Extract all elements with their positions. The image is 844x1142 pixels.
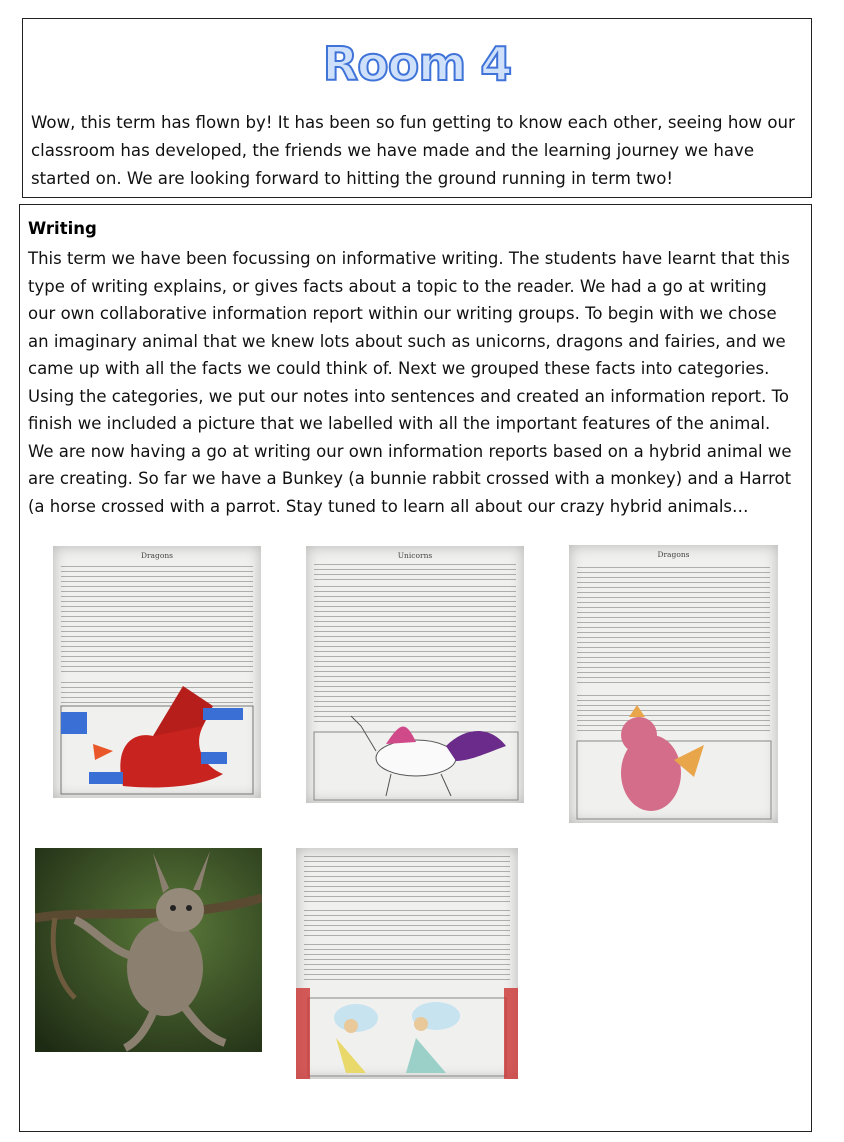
unicorn-report-photo	[306, 546, 524, 803]
unicorn-drawing	[306, 546, 524, 803]
cartoon-dragon-drawing	[569, 545, 778, 823]
intro-paragraph: Wow, this term has flown by! It has been so fun getting to know each other, seeing how our classroom has developed, the friends we have made and the learning journey we have started on. We are looking forward to hitting the ground running in term two!	[31, 113, 795, 188]
fairy-drawing	[296, 848, 518, 1079]
dragon-report-2-title: Dragons	[657, 550, 690, 559]
writing-paragraph: This term we have been focussing on informative writing. The students have learnt that this type of writing explains, or gives facts about a topic to the reader. We had a go at writing our own collaborative information report within our writing groups. To begin with we chose an imaginary animal that we knew lots about such as unicorns, dragons and fairies, and we came up with all the facts we could think of. Next we grouped these facts into categories. Using the categories, we put our notes into sentences and created an information report. To finish we included a picture that we labelled with all the important features of the animal. We are now having a go at writing our own information reports based on a hybrid animal we are creating. So far we have a Bunkey (a bunnie rabbit crossed with a monkey) and a Harrot (a horse crossed with a parrot. Stay tuned to learn all about our crazy hybrid animals…	[28, 249, 792, 516]
dragon-drawing	[53, 546, 261, 798]
bunkey-image	[35, 848, 262, 1052]
page-title: Room 4	[322, 37, 512, 91]
dragon-report-title: Dragons	[140, 551, 174, 560]
fairy-report-photo	[296, 848, 518, 1079]
header-box	[22, 18, 812, 198]
unicorn-report-title: Unicorns	[397, 551, 433, 560]
dragon-report-photo-2	[569, 545, 778, 823]
dragon-report-photo	[53, 546, 261, 798]
bunkey-photo	[35, 848, 262, 1052]
writing-heading: Writing	[28, 219, 97, 238]
